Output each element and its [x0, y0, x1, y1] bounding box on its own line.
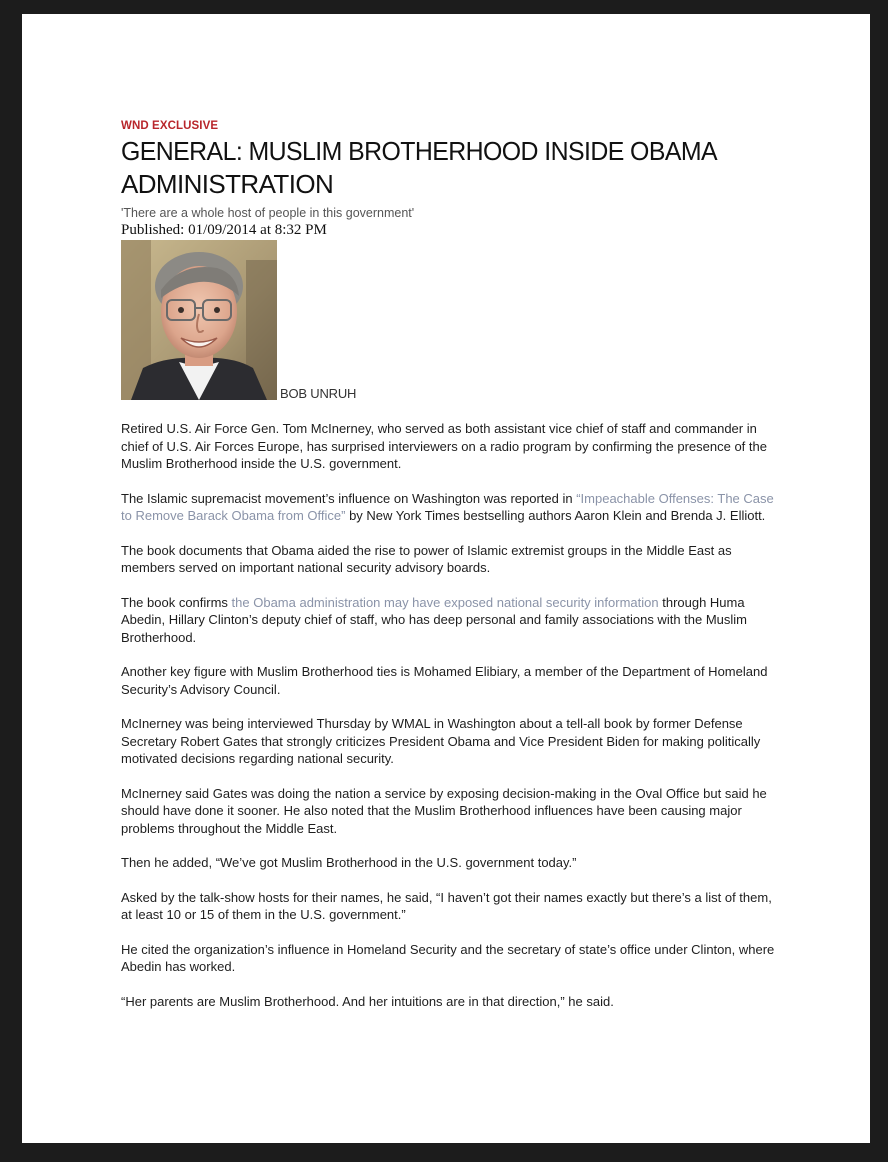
- headline: [121, 135, 776, 201]
- paragraph-2-text-end: by New York Times bestselling authors Aaron Klein and Brenda J. Elliott.: [345, 508, 766, 523]
- author-photo: [121, 240, 277, 400]
- paragraph-9: Asked by the talk-show hosts for their names, he said, “I haven’t got their names exactly but there’s a list of them, at least 10 or 15 of them in the U.S. government.”: [121, 889, 772, 922]
- paragraph-4-text-end: through Huma Abedin, Hillary Clinton’s deputy chief of staff, who has deep personal and family associations with the Muslim Brotherhood.: [121, 594, 748, 645]
- paragraph-10: He cited the organization’s influence in Homeland Security and the secretary of state’s office under Clinton, where Abedin has worked.: [121, 941, 775, 974]
- byline: [121, 240, 776, 400]
- author-name: BOB UNRUH: [280, 386, 357, 401]
- paragraph-2-text-start: The Islamic supremacist movement’s influence on Washington was reported in: [121, 490, 577, 506]
- paragraph-3: The book documents that Obama aided the rise to power of Islamic extremist groups in the Middle East as members served on important national security advisory boards.: [121, 542, 732, 575]
- paragraph-5: Another key figure with Muslim Brotherhood ties is Mohamed Elibiary, a member of the Department of Homeland Security’s Advisory Council.: [121, 664, 768, 697]
- paragraph-1: Retired U.S. Air Force Gen. Tom McInerney, who served as both assistant vice chief of staff and commander in chief of U.S. Air Forces Europe, has surprised interviewers on a radio program by confirming the presence of the Muslim Brotherhood inside the U.S. government.: [121, 421, 767, 471]
- paragraph-7: McInerney said Gates was doing the nation a service by exposing decision-making in the Oval Office but said he should have done it sooner. He also noted that the Muslim Brotherhood influences have been causing major problems throughout the Middle East.: [121, 785, 767, 836]
- paragraph-6: McInerney was being interviewed Thursday by WMAL in Washington about a tell-all book by former Defense Secretary Robert Gates that strongly criticizes President Obama and Vice President Biden for making politically motivated decisions regarding national security.: [121, 716, 761, 766]
- paragraph-4-text-start: The book confirms: [121, 594, 232, 610]
- headline-line-1: GENERAL: MUSLIM BROTHERHOOD INSIDE OBAMA: [121, 136, 717, 166]
- headline-line-2: ADMINISTRATION: [121, 169, 334, 199]
- paragraph-4: [121, 594, 776, 647]
- paragraph-11: “Her parents are Muslim Brotherhood. And her intuitions are in that direction,” he said.: [121, 993, 614, 1009]
- author-photo-image: [121, 240, 277, 400]
- kicker-label: WND EXCLUSIVE: [121, 120, 219, 132]
- document-page: [22, 14, 870, 1143]
- article: [121, 119, 776, 1010]
- book-link[interactable]: “Impeachable Offenses: The Case to Remove Barack Obama from Office”: [121, 490, 774, 523]
- paragraph-8: Then he added, “We’ve got Muslim Brotherhood in the U.S. government today.”: [121, 855, 577, 870]
- paragraph-2: [121, 490, 776, 525]
- national-security-link[interactable]: the Obama administration may have exposed national security information: [231, 594, 659, 610]
- subhead: 'There are a whole host of people in this government': [121, 206, 415, 220]
- published-date: Published: 01/09/2014 at 8:32 PM: [121, 222, 327, 238]
